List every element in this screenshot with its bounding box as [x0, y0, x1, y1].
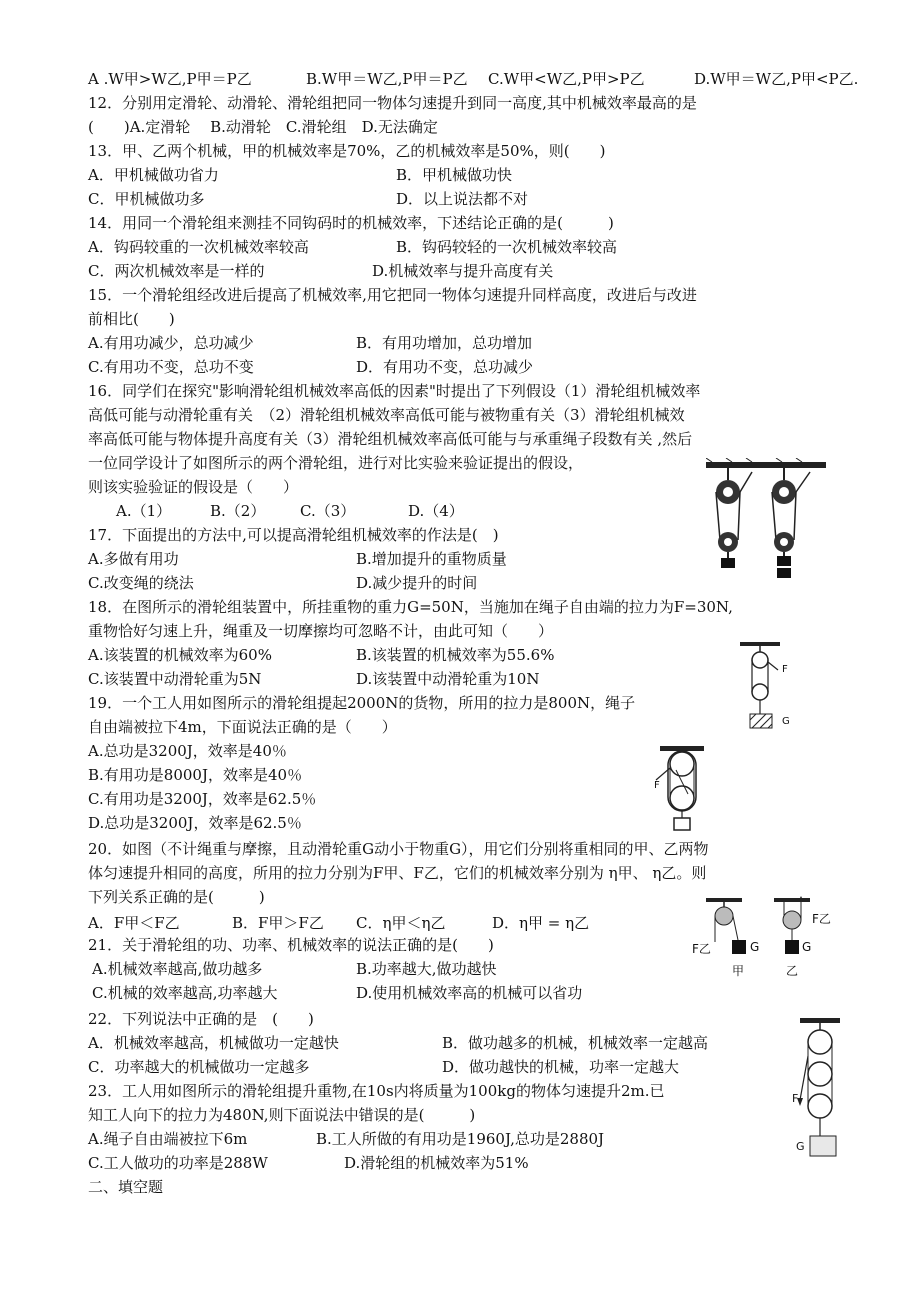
- q19-stem: 19．一个工人用如图所示的滑轮组提起2000N的货物，所用的拉力是800N，绳子: [88, 694, 636, 712]
- q15-stem: 15．一个滑轮组经改进后提高了机械效率,用它把同一物体匀速提升同样高度，改进后与改进: [88, 286, 697, 304]
- q22-stem: 22．下列说法中正确的是 ( ): [88, 1010, 314, 1028]
- q17-option-c: C.改变绳的绕法: [88, 574, 194, 592]
- q13-option-d: D．以上说法都不对: [396, 190, 529, 208]
- q20-label-f-right: F乙: [812, 912, 831, 926]
- q16-line-5: 则该实验验证的假设是（ ）: [88, 478, 299, 496]
- q20-option-d: D．η甲 = η乙: [492, 914, 590, 932]
- q19-pulley-figure: [654, 744, 708, 834]
- q14-option-a: A．钩码较重的一次机械效率较高: [88, 238, 309, 256]
- section-heading: 二、填空题: [88, 1178, 164, 1196]
- q13-option-a: A．甲机械做功省力: [88, 166, 219, 184]
- q17-stem: 17．下面提出的方法中,可以提高滑轮组机械效率的作法是( ): [88, 526, 499, 544]
- q18-option-c: C.该装置中动滑轮重为5N: [88, 670, 262, 688]
- q20-line-2: 体匀速提升相同的高度，所用的拉力分别为F甲、F乙，它们的机械效率分别为 η甲、 η乙。则: [88, 864, 707, 882]
- q16-line-4: 一位同学设计了如图所示的两个滑轮组，进行对比实验来验证提出的假设，: [88, 454, 584, 472]
- q18-stem: 18．在图所示的滑轮组装置中，所挂重物的重力G=50N，当施加在绳子自由端的拉力为F=30N,: [88, 598, 733, 616]
- q16-pulley-figure: [706, 458, 826, 582]
- q16-line-1: 16．同学们在探究"影响滑轮组机械效率高低的因素"时提出了下列假设（1）滑轮组机械效率: [88, 382, 701, 400]
- q11-option-b: B.W甲＝W乙,P甲＝P乙: [306, 70, 468, 88]
- q20-label-yi: 乙: [786, 964, 799, 978]
- q19-stem-cont: 自由端被拉下4m，下面说法正确的是（ ）: [88, 718, 397, 736]
- q12-options: ( )A.定滑轮 B.动滑轮 C.滑轮组 D.无法确定: [88, 118, 438, 136]
- q20-option-b: B．F甲＞F乙: [232, 914, 324, 932]
- q18-option-b: B.该装置的机械效率为55.6%: [356, 646, 555, 664]
- q14-option-d: D.机械效率与提升高度有关: [372, 262, 554, 280]
- q23-option-b: B.工人所做的有用功是1960J,总功是2880J: [316, 1130, 605, 1148]
- q15-option-a: A.有用功减少，总功减少: [88, 334, 254, 352]
- q23-option-d: D.滑轮组的机械效率为51%: [344, 1154, 529, 1172]
- q14-option-c: C．两次机械效率是一样的: [88, 262, 265, 280]
- q23-pulley-figure: [790, 1016, 846, 1166]
- q17-option-a: A.多做有用功: [88, 550, 179, 568]
- q14-stem: 14．用同一个滑轮组来测挂不同钩码时的机械效率，下述结论正确的是( ): [88, 214, 614, 232]
- q23-label-f: F: [792, 1092, 799, 1105]
- q15-option-b: B．有用功增加，总功增加: [356, 334, 533, 352]
- q13-option-c: C．甲机械做功多: [88, 190, 205, 208]
- q15-stem-cont: 前相比( ): [88, 310, 175, 328]
- q18-stem-cont: 重物恰好匀速上升，绳重及一切摩擦均可忽略不计，由此可知（ ）: [88, 622, 554, 640]
- q19-option-b: B.有用功是8000J，效率是40％: [88, 766, 303, 784]
- q16-line-3: 率高低可能与物体提升高度有关（3）滑轮组机械效率高低可能与与承重绳子段数有关 ,然后: [88, 430, 693, 448]
- q23-option-a: A.绳子自由端被拉下6m: [88, 1130, 248, 1148]
- q23-label-g: G: [796, 1140, 805, 1153]
- q21-option-d: D.使用机械效率高的机械可以省功: [356, 984, 583, 1002]
- q14-option-b: B．钩码较轻的一次机械效率较高: [396, 238, 618, 256]
- q22-option-c: C．功率越大的机械做功一定越多: [88, 1058, 310, 1076]
- q18-label-f: F: [782, 664, 788, 675]
- q22-option-a: A．机械效率越高，机械做功一定越快: [88, 1034, 339, 1052]
- q21-stem: 21．关于滑轮组的功、功率、机械效率的说法正确的是( ): [88, 936, 494, 954]
- q19-option-a: A.总功是3200J，效率是40％: [88, 742, 287, 760]
- q11-option-a: A .W甲>W乙,P甲＝P乙: [88, 70, 252, 88]
- q16-line-2: 高低可能与动滑轮重有关 （2）滑轮组机械效率高低可能与被物重有关（3）滑轮组机械效: [88, 406, 685, 424]
- q22-option-b: B．做功越多的机械，机械效率一定越高: [442, 1034, 709, 1052]
- q18-pulley-figure: [738, 640, 798, 734]
- q20-line-1: 20．如图（不计绳重与摩擦，且动滑轮重G动小于物重G），用它们分别将重相同的甲、乙两物: [88, 840, 709, 858]
- q20-label-g-right: G: [802, 940, 812, 954]
- q20-label-g-left: G: [750, 940, 760, 954]
- q21-option-b: B.功率越大,做功越快: [356, 960, 497, 978]
- q13-option-b: B．甲机械做功快: [396, 166, 513, 184]
- q23-stem-cont: 知工人向下的拉力为480N,则下面说法中错误的是( ): [88, 1106, 476, 1124]
- q21-option-a: A.机械效率越高,做功越多: [92, 960, 263, 978]
- q23-stem: 23．工人用如图所示的滑轮组提升重物,在10s内将质量为100kg的物体匀速提升2m.已: [88, 1082, 665, 1100]
- q13-stem: 13．甲、乙两个机械，甲的机械效率是70%，乙的机械效率是50%，则( ): [88, 142, 606, 160]
- q16-option-c: C.（3）: [300, 502, 356, 520]
- q18-option-d: D.该装置中动滑轮重为10N: [356, 670, 540, 688]
- q22-option-d: D．做功越快的机械，功率一定越大: [442, 1058, 680, 1076]
- q17-option-d: D.减少提升的时间: [356, 574, 478, 592]
- q20-label-f-left: F乙: [692, 942, 711, 956]
- q15-option-c: C.有用功不变，总功不变: [88, 358, 254, 376]
- q11-option-c: C.W甲<W乙,P甲>P乙: [488, 70, 645, 88]
- q12-stem: 12．分别用定滑轮、动滑轮、滑轮组把同一物体匀速提升到同一高度,其中机械效率最高的是: [88, 94, 697, 112]
- q16-option-b: B.（2）: [210, 502, 266, 520]
- q16-option-d: D.（4）: [408, 502, 464, 520]
- q20-option-a: A．F甲＜F乙: [88, 914, 180, 932]
- q17-option-b: B.增加提升的重物质量: [356, 550, 507, 568]
- q18-label-g: G: [782, 716, 790, 727]
- q23-option-c: C.工人做功的功率是288W: [88, 1154, 268, 1172]
- q19-option-d: D.总功是3200J，效率是62.5％: [88, 814, 302, 832]
- q15-option-d: D．有用功不变，总功减少: [356, 358, 534, 376]
- q18-option-a: A.该装置的机械效率为60%: [88, 646, 272, 664]
- q20-line-3: 下列关系正确的是( ): [88, 888, 265, 906]
- q16-option-a: A.（1）: [116, 502, 172, 520]
- q19-label-f: F: [654, 780, 660, 791]
- q19-option-c: C.有用功是3200J，效率是62.5％: [88, 790, 317, 808]
- q11-option-d: D.W甲＝W乙,P甲<P乙.: [694, 70, 859, 88]
- q20-label-jia: 甲: [732, 964, 745, 978]
- q21-option-c: C.机械的效率越高,功率越大: [92, 984, 278, 1002]
- q20-option-c: C．η甲＜η乙: [356, 914, 446, 932]
- q20-pulley-figure: [688, 896, 838, 980]
